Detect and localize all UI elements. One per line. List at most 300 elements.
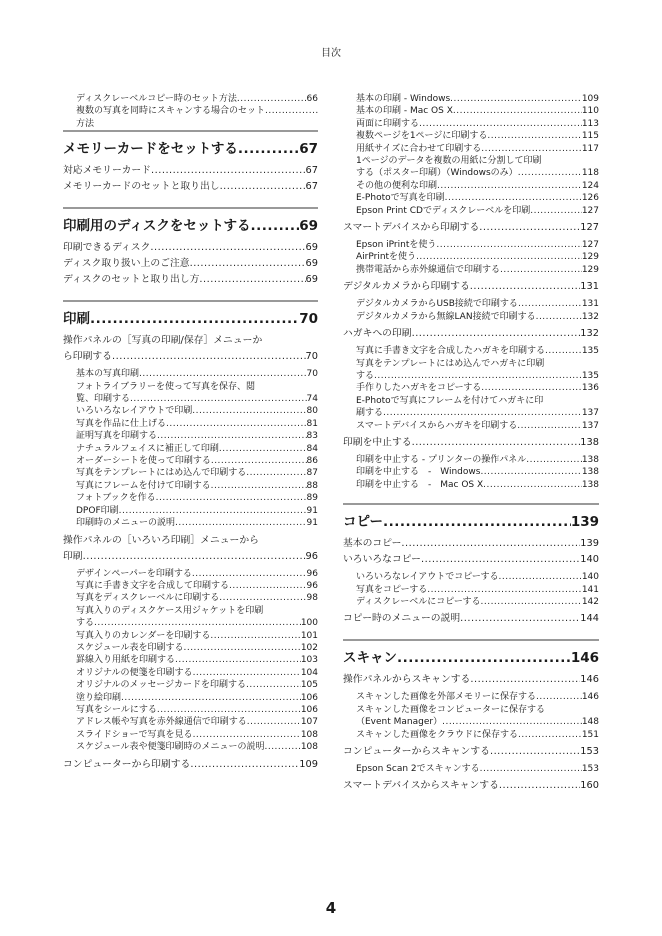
toc-dot-leader xyxy=(545,345,582,357)
toc-entry-page: 81 xyxy=(306,418,318,429)
toc-entry-title: スキャンした画像をコンピューターに保存する xyxy=(356,704,546,715)
toc-left-column xyxy=(63,93,318,773)
toc-dot-leader xyxy=(90,308,299,330)
toc-entry-page: 102 xyxy=(300,642,318,653)
toc-entry-title: 罫線入り用紙を印刷する xyxy=(76,655,176,666)
toc-section[interactable] xyxy=(343,744,599,760)
toc-dot-leader xyxy=(480,596,581,608)
toc-dot-leader xyxy=(483,479,582,491)
toc-subsection[interactable] xyxy=(63,568,318,580)
toc-dot-leader xyxy=(192,568,307,580)
toc-entry-title: 写真をテンプレートにはめ込んでハガキに印刷 xyxy=(356,358,545,369)
toc-dot-leader xyxy=(264,741,300,753)
toc-subsection[interactable] xyxy=(343,118,599,130)
toc-entry-page: 135 xyxy=(581,370,599,381)
toc-subsection[interactable] xyxy=(343,105,599,117)
toc-subsection[interactable] xyxy=(343,180,599,192)
toc-entry-page: 69 xyxy=(305,258,318,270)
toc-entry-title: ディスクレーベルにコピーする xyxy=(356,596,481,607)
toc-subsection[interactable] xyxy=(343,345,599,357)
toc-entry-title: 印刷を中止する - Windows xyxy=(356,467,481,478)
toc-entry-title: 複数の写真を同時にスキャンする場合のセット xyxy=(76,106,266,117)
toc-section[interactable] xyxy=(343,326,599,342)
toc-dot-leader xyxy=(481,143,582,155)
toc-entry-title: メモリーカードのセットと取り出し xyxy=(63,181,220,193)
toc-section[interactable] xyxy=(63,256,318,272)
toc-dot-leader xyxy=(183,642,300,654)
toc-subsection[interactable] xyxy=(63,505,318,517)
toc-subsection[interactable] xyxy=(63,580,318,592)
toc-entry-page: 67 xyxy=(305,181,318,193)
toc-dot-leader xyxy=(265,105,318,117)
toc-dot-leader xyxy=(237,93,307,105)
toc-section[interactable] xyxy=(63,272,318,288)
toc-entry-page: 70 xyxy=(305,351,318,363)
toc-entry-title: その他の便利な印刷 xyxy=(356,180,438,191)
toc-section[interactable] xyxy=(343,279,599,295)
toc-entry-title: 操作パネルの［いろいろ印刷］メニューから xyxy=(63,534,259,546)
toc-entry-page: 100 xyxy=(300,618,318,629)
toc-section[interactable] xyxy=(343,220,599,236)
toc-subsection[interactable] xyxy=(343,716,599,728)
toc-dot-leader xyxy=(220,179,306,195)
toc-entry-title: メモリーカードをセットする xyxy=(63,141,238,158)
toc-entry-title: 用紙サイズに合わせて印刷する xyxy=(356,143,482,154)
toc-entry-title: AirPrintを使う xyxy=(356,252,417,263)
toc-dot-leader xyxy=(499,778,580,794)
toc-dot-leader xyxy=(518,298,582,310)
toc-subsection[interactable] xyxy=(63,716,318,728)
toc-entry-page: 96 xyxy=(305,550,318,562)
toc-dot-leader xyxy=(151,163,306,179)
toc-dot-leader xyxy=(219,592,306,604)
toc-entry-page: 136 xyxy=(581,383,599,394)
toc-entry-page: 132 xyxy=(581,311,599,322)
toc-entry-page: 137 xyxy=(581,408,599,419)
toc-entry-title: する xyxy=(76,618,95,629)
toc-subsection[interactable] xyxy=(63,93,318,105)
toc-dot-leader xyxy=(427,584,582,596)
toc-dot-leader xyxy=(453,105,582,117)
toc-dot-leader xyxy=(383,511,571,533)
toc-entry-title: E-Photoで写真を印刷 xyxy=(356,193,445,204)
toc-entry-page: 127 xyxy=(581,240,599,251)
toc-subsection[interactable] xyxy=(63,455,318,467)
toc-entry-page: 146 xyxy=(581,692,599,703)
toc-subsection[interactable] xyxy=(343,454,599,466)
toc-dot-leader xyxy=(436,239,581,251)
toc-dot-leader xyxy=(481,382,582,394)
toc-entry-title: コピー時のメニューの説明 xyxy=(343,613,461,625)
toc-dot-leader xyxy=(139,368,307,380)
toc-dot-leader xyxy=(190,757,299,773)
toc-entry-title: いろいろなレイアウトでコピーする xyxy=(356,572,499,583)
toc-subsection[interactable] xyxy=(343,155,599,167)
toc-entry-page: 129 xyxy=(581,264,599,275)
toc-dot-leader xyxy=(374,370,582,382)
toc-entry-page: 91 xyxy=(306,505,318,516)
toc-dot-leader xyxy=(480,466,581,478)
toc-subsection[interactable] xyxy=(343,571,599,583)
toc-dot-leader xyxy=(470,672,580,688)
toc-dot-leader xyxy=(190,256,306,272)
toc-entry-page: 108 xyxy=(300,729,318,740)
toc-dot-leader xyxy=(518,729,582,741)
toc-dot-leader xyxy=(490,744,580,760)
toc-entry-title: スマートデバイスからスキャンする xyxy=(343,780,499,792)
toc-dot-leader xyxy=(412,326,581,342)
toc-dot-leader xyxy=(175,517,307,529)
toc-subsection[interactable] xyxy=(63,105,318,117)
toc-subsection[interactable] xyxy=(63,405,318,417)
toc-subsection[interactable] xyxy=(63,381,318,393)
toc-subsection[interactable] xyxy=(63,443,318,455)
toc-subsection[interactable] xyxy=(343,167,599,179)
toc-entry-page: 139 xyxy=(580,538,599,550)
toc-section[interactable] xyxy=(63,240,318,256)
toc-entry-page: 160 xyxy=(580,780,599,792)
toc-entry-page: 138 xyxy=(581,467,599,478)
toc-subsection[interactable] xyxy=(343,729,599,741)
toc-entry-page: 151 xyxy=(581,729,599,740)
toc-dot-leader xyxy=(246,467,306,479)
toc-section[interactable] xyxy=(343,611,599,627)
toc-entry-title: ハガキへの印刷 xyxy=(343,328,412,340)
toc-subsection[interactable] xyxy=(343,264,599,276)
toc-subsection[interactable] xyxy=(343,143,599,155)
toc-dot-leader xyxy=(83,549,306,565)
toc-dot-leader xyxy=(94,617,301,629)
toc-section[interactable] xyxy=(63,333,318,349)
toc-entry-page: 153 xyxy=(580,746,599,757)
toc-subsection[interactable] xyxy=(343,395,599,407)
toc-entry-title: 基本の写真印刷 xyxy=(76,369,140,380)
toc-entry-title: 刷する xyxy=(356,408,384,419)
toc-dot-leader xyxy=(238,138,299,160)
toc-entry-title: 対応メモリーカード xyxy=(63,165,151,177)
toc-entry-page: 83 xyxy=(306,431,318,442)
toc-subsection[interactable] xyxy=(343,596,599,608)
toc-entry-title: オリジナルのメッセージカードを印刷する xyxy=(76,680,247,691)
toc-dot-leader xyxy=(421,552,580,568)
toc-entry-page: 117 xyxy=(581,143,599,154)
toc-entry-title: 塗り絵印刷 xyxy=(76,692,122,703)
toc-section[interactable] xyxy=(63,179,318,195)
toc-subsection[interactable] xyxy=(343,763,599,775)
toc-entry-title: デジタルカメラから無線LAN接続で印刷する xyxy=(356,311,536,322)
toc-dot-leader xyxy=(175,654,301,666)
toc-entry-page: 140 xyxy=(580,554,599,566)
toc-chapter[interactable] xyxy=(343,503,599,533)
toc-entry-title: 手作りしたハガキをコピーする xyxy=(356,383,482,394)
toc-subsection[interactable] xyxy=(343,358,599,370)
toc-subsection[interactable] xyxy=(63,430,318,442)
toc-subsection[interactable] xyxy=(343,466,599,478)
toc-entry-page: 113 xyxy=(581,118,599,129)
toc-entry-title: スマートデバイスから印刷する xyxy=(343,222,480,234)
toc-subsection[interactable] xyxy=(343,704,599,716)
toc-entry-page: 137 xyxy=(581,420,599,431)
toc-entry-page: 87 xyxy=(306,468,318,479)
toc-entry-title: 基本の印刷 - Windows xyxy=(356,94,451,104)
toc-entry-title: ディスク取り扱い上のご注意 xyxy=(63,258,190,270)
toc-entry-title: 写真入りのディスクケース用ジャケットを印刷 xyxy=(76,605,264,616)
toc-right-column xyxy=(343,93,599,794)
toc-entry-page: 126 xyxy=(581,193,599,204)
toc-entry-page: 109 xyxy=(581,94,599,104)
toc-dot-leader xyxy=(412,435,581,451)
toc-section[interactable] xyxy=(63,163,318,179)
toc-entry-title: コピー xyxy=(343,514,383,531)
toc-dot-leader xyxy=(479,220,580,236)
toc-section[interactable] xyxy=(343,536,599,552)
toc-entry-title: ナチュラルフェイスに補正して印刷 xyxy=(76,443,219,454)
toc-entry-page: 96 xyxy=(306,580,318,591)
toc-entry-title: 写真をコピーする xyxy=(356,584,428,595)
toc-entry-page: 142 xyxy=(581,596,599,607)
toc-entry-page: 138 xyxy=(581,479,599,490)
toc-subsection[interactable] xyxy=(63,617,318,629)
toc-subsection[interactable] xyxy=(63,517,318,529)
toc-entry-page: 146 xyxy=(570,650,599,667)
toc-dot-leader xyxy=(157,430,307,442)
toc-dot-leader xyxy=(219,443,307,455)
toc-chapter[interactable] xyxy=(63,300,318,330)
toc-dot-leader xyxy=(157,704,301,716)
toc-entry-page: 109 xyxy=(299,758,318,770)
toc-dot-leader xyxy=(530,205,582,217)
toc-subsection[interactable] xyxy=(63,741,318,753)
toc-subsection[interactable] xyxy=(343,130,599,142)
toc-entry-title: 印刷時のメニューの説明 xyxy=(76,518,176,529)
toc-entry-title: コンピューターからスキャンする xyxy=(343,746,490,757)
toc-entry-page: 127 xyxy=(581,205,599,216)
toc-entry-page: 131 xyxy=(581,299,599,310)
toc-entry-page: 88 xyxy=(306,480,318,491)
toc-entry-page: 146 xyxy=(580,674,599,686)
toc-dot-leader xyxy=(199,272,305,288)
toc-entry-page: 135 xyxy=(581,346,599,357)
toc-dot-leader xyxy=(192,405,306,417)
toc-subsection[interactable] xyxy=(343,298,599,310)
toc-dot-leader xyxy=(211,455,307,467)
toc-entry-page: 138 xyxy=(581,454,599,465)
toc-subsection[interactable] xyxy=(63,480,318,492)
toc-entry-title: E-Photoで写真にフレームを付けてハガキに印 xyxy=(356,395,544,406)
toc-entry-page: 80 xyxy=(306,406,318,417)
toc-dot-leader xyxy=(229,580,307,592)
toc-dot-leader xyxy=(119,505,307,517)
toc-section[interactable] xyxy=(343,435,599,451)
toc-entry-title: スマートデバイスからハガキを印刷する xyxy=(356,420,518,431)
toc-entry-title: スキャンした画像を外部メモリーに保存する xyxy=(356,692,537,703)
toc-entry-title: コンピューターから印刷する xyxy=(63,758,191,770)
toc-section[interactable] xyxy=(343,778,599,794)
toc-subsection[interactable] xyxy=(343,691,599,703)
toc-entry-title: ディスクレーベルコピー時のセット方法 xyxy=(76,94,237,104)
toc-entry-page: 132 xyxy=(580,328,599,340)
toc-subsection[interactable] xyxy=(343,407,599,419)
toc-entry-title: 印刷 xyxy=(63,550,83,562)
toc-subsection[interactable] xyxy=(63,605,318,617)
toc-chapter[interactable] xyxy=(343,639,599,669)
toc-dot-leader xyxy=(500,264,582,276)
toc-chapter[interactable] xyxy=(63,130,318,160)
toc-entry-title: フォトブックを作る xyxy=(76,493,156,504)
toc-subsection[interactable] xyxy=(343,370,599,382)
toc-subsection[interactable] xyxy=(343,251,599,263)
toc-entry-page: 110 xyxy=(581,106,599,117)
toc-entry-title: デジタルカメラから印刷する xyxy=(343,281,470,293)
toc-dot-leader xyxy=(121,692,301,704)
toc-entry-title: 証明写真を印刷する xyxy=(76,431,158,442)
toc-entry-title: 写真をテンプレートにはめ込んで印刷する xyxy=(76,468,247,479)
toc-entry-page: 131 xyxy=(580,281,599,293)
toc-entry-title: （Event Manager） xyxy=(356,717,443,728)
toc-entry-title: Epson Print CDでディスクレーベルを印刷 xyxy=(356,205,531,216)
toc-subsection[interactable] xyxy=(63,729,318,741)
toc-dot-leader xyxy=(210,630,300,642)
toc-subsection[interactable] xyxy=(63,692,318,704)
toc-dot-leader xyxy=(397,647,571,669)
toc-dot-leader xyxy=(536,311,582,323)
toc-dot-leader xyxy=(211,480,307,492)
toc-dot-leader xyxy=(166,418,307,430)
toc-entry-title: 写真に手書き文字を合成して印刷する xyxy=(76,580,230,591)
toc-section[interactable] xyxy=(63,549,318,565)
toc-subsection[interactable] xyxy=(343,205,599,217)
toc-subsection[interactable] xyxy=(343,584,599,596)
toc-dot-leader xyxy=(445,192,582,204)
toc-entry-page: 129 xyxy=(581,252,599,263)
toc-entry-page: 66 xyxy=(306,94,318,104)
toc-entry-title: スキャン xyxy=(343,650,397,667)
page-header: 目次 xyxy=(321,48,341,59)
toc-subsection[interactable] xyxy=(63,592,318,604)
toc-subsection[interactable] xyxy=(343,420,599,432)
toc-entry-title: 両面に印刷する xyxy=(356,118,420,129)
toc-subsection[interactable] xyxy=(63,679,318,691)
toc-entry-title: 印刷 xyxy=(63,311,90,328)
toc-entry-page: 115 xyxy=(581,131,599,142)
toc-entry-page: 103 xyxy=(300,655,318,666)
toc-entry-page: 108 xyxy=(300,742,318,753)
toc-entry-title: オリジナルの便箋を印刷する xyxy=(76,667,193,678)
toc-entry-page: 153 xyxy=(581,764,599,774)
toc-subsection[interactable] xyxy=(343,192,599,204)
toc-entry-page: 138 xyxy=(580,436,599,448)
toc-dot-leader xyxy=(401,536,580,552)
toc-subsection[interactable] xyxy=(63,667,318,679)
toc-subsection[interactable] xyxy=(63,630,318,642)
toc-dot-leader xyxy=(156,492,307,504)
toc-section[interactable] xyxy=(63,757,318,773)
toc-entry-page: 141 xyxy=(581,584,599,595)
toc-subsection[interactable] xyxy=(343,479,599,491)
toc-entry-page: 86 xyxy=(306,456,318,467)
toc-entry-page: 69 xyxy=(305,274,318,286)
toc-entry-page: 69 xyxy=(299,218,318,235)
toc-subsection[interactable] xyxy=(63,368,318,380)
toc-entry-page: 106 xyxy=(300,692,318,703)
toc-subsection[interactable] xyxy=(63,642,318,654)
toc-entry-title: 写真をシールにする xyxy=(76,704,157,715)
toc-dot-leader xyxy=(470,279,581,295)
toc-section[interactable] xyxy=(343,672,599,688)
toc-entry-title: スキャンした画像をクラウドに保存する xyxy=(356,729,519,740)
toc-entry-title: する（ポスター印刷）（Windowsのみ） xyxy=(356,168,518,179)
toc-entry-title: 覧、印刷する xyxy=(76,394,131,405)
toc-dot-leader xyxy=(112,349,306,365)
toc-entry-title: 操作パネルからスキャンする xyxy=(343,674,471,686)
toc-subsection[interactable] xyxy=(63,704,318,716)
toc-entry-page: 74 xyxy=(306,394,318,405)
toc-entry-title: フォトライブラリーを使って写真を保存、閲 xyxy=(76,381,256,392)
toc-subsection[interactable] xyxy=(343,311,599,323)
toc-entry-title: いろいろなレイアウトで印刷 xyxy=(76,406,193,417)
toc-subsection[interactable] xyxy=(343,239,599,251)
toc-dot-leader xyxy=(130,393,307,405)
toc-entry-title: ディスクのセットと取り出し方 xyxy=(63,274,200,286)
toc-entry-page: 140 xyxy=(581,572,599,583)
toc-section[interactable] xyxy=(63,533,318,549)
toc-dot-leader xyxy=(416,251,582,263)
toc-entry-title: 写真入りのカレンダーを印刷する xyxy=(76,630,211,641)
toc-entry-title: 1ページのデータを複数の用紙に分割して印刷 xyxy=(356,156,542,167)
toc-entry-title: 基本のコピー xyxy=(343,538,402,550)
toc-entry-title: アドレス帳や写真を赤外線通信で印刷する xyxy=(76,717,247,728)
toc-subsection[interactable] xyxy=(63,118,318,130)
toc-entry-page: 127 xyxy=(580,222,599,234)
toc-subsection[interactable] xyxy=(63,467,318,479)
toc-dot-leader xyxy=(526,454,582,466)
toc-entry-page: 101 xyxy=(300,630,318,641)
toc-entry-title: ら印刷する xyxy=(63,351,112,363)
toc-entry-title: 写真にフレームを付けて印刷する xyxy=(76,480,211,491)
toc-entry-title: スケジュール表を印刷する xyxy=(76,642,184,653)
toc-section[interactable] xyxy=(343,552,599,568)
toc-subsection[interactable] xyxy=(63,393,318,405)
toc-entry-page: 105 xyxy=(300,680,318,691)
toc-entry-page: 106 xyxy=(300,704,318,715)
toc-subsection[interactable] xyxy=(63,418,318,430)
toc-entry-page: 98 xyxy=(306,593,318,604)
toc-entry-title: 写真に手書き文字を合成したハガキを印刷する xyxy=(356,346,546,357)
toc-dot-leader xyxy=(193,729,301,741)
toc-dot-leader xyxy=(442,716,582,728)
toc-entry-title: 印刷を中止する - Mac OS X xyxy=(356,479,484,490)
toc-entry-page: 148 xyxy=(581,717,599,728)
toc-subsection[interactable] xyxy=(343,93,599,105)
toc-section[interactable] xyxy=(63,349,318,365)
toc-entry-title: 操作パネルの［写真の印刷/保存］メニューか xyxy=(63,335,263,347)
toc-subsection[interactable] xyxy=(343,382,599,394)
toc-entry-title: 携帯電話から赤外線通信で印刷する xyxy=(356,264,501,275)
toc-dot-leader xyxy=(460,611,580,627)
toc-entry-title: 複数ページを1ページに印刷する xyxy=(356,131,488,142)
toc-entry-page: 118 xyxy=(581,168,599,179)
toc-dot-leader xyxy=(150,240,305,256)
toc-entry-title: する xyxy=(356,370,375,381)
toc-entry-page: 89 xyxy=(306,493,318,504)
toc-dot-leader xyxy=(383,407,582,419)
toc-entry-title: スライドショーで写真を見る xyxy=(76,729,193,740)
toc-subsection[interactable] xyxy=(63,492,318,504)
toc-entry-page: 69 xyxy=(305,242,318,254)
toc-chapter[interactable] xyxy=(63,207,318,237)
toc-subsection[interactable] xyxy=(63,654,318,666)
toc-entry-title: Epson Scan 2でスキャンする xyxy=(356,764,480,774)
